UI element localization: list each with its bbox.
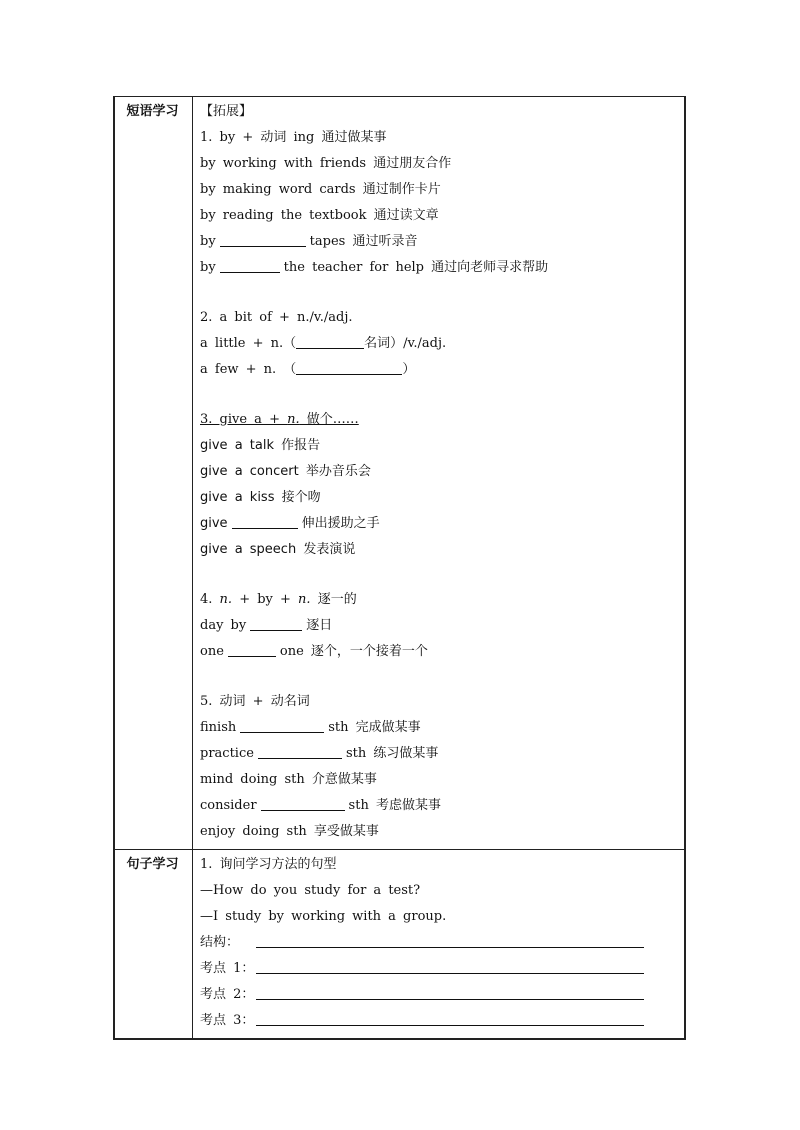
fill-blank[interactable] xyxy=(228,642,276,657)
g2-line-1 xyxy=(200,331,686,357)
g2-line-2-suffix: ） xyxy=(402,362,416,377)
g1-line-2: by making word cards 通过制作卡片 xyxy=(200,182,441,197)
phrases-row xyxy=(113,97,686,849)
g1-line-4-suffix: tapes 通过听录音 xyxy=(309,234,418,249)
g2-line-1-prefix: a little + n.（ xyxy=(200,336,297,351)
g2-line-2-prefix: a few + n. （ xyxy=(200,362,297,377)
g2-line-1-suffix: 名词）/v./adj. xyxy=(364,336,447,351)
point1-label: 考点 1： xyxy=(200,961,255,976)
g5-line-3: mind doing sth 介意做某事 xyxy=(200,772,377,787)
g3-title-b: 做个…… xyxy=(299,412,359,427)
g1-line-5-prefix: by xyxy=(200,260,216,275)
g4-title-n2: n. xyxy=(298,592,311,607)
g5-line-2 xyxy=(200,741,686,767)
g4-line-1-suffix: 逐日 xyxy=(306,618,333,633)
g5-line-4-suffix: sth 考虑做某事 xyxy=(348,798,441,813)
g2-line-2 xyxy=(200,357,686,383)
phrases-label: 短语学习 xyxy=(126,104,179,119)
g5-line-2-suffix: sth 练习做某事 xyxy=(345,746,439,761)
point3-line xyxy=(200,1008,686,1034)
phrases-content xyxy=(200,97,686,849)
g5-line-2-prefix: practice xyxy=(200,746,254,761)
g1-line-5-suffix: the teacher for help 通过向老师寻求帮助 xyxy=(283,260,549,275)
g3-line-5: give a speech 发表演说 xyxy=(200,542,356,557)
g4-line-2 xyxy=(200,639,686,665)
sentences-content xyxy=(200,850,686,1038)
g3-title-a: 3. give a + xyxy=(200,412,288,427)
fill-blank[interactable] xyxy=(258,744,342,759)
g1-line-4-prefix: by xyxy=(200,234,216,249)
point3-label: 考点 3： xyxy=(200,1013,255,1028)
fill-blank[interactable] xyxy=(250,616,302,631)
sentence-answer: —I study by working with a group. xyxy=(200,909,447,924)
g4-line-2-suffix: one 逐个，一个接着一个 xyxy=(279,644,428,659)
g5-line-1-prefix: finish xyxy=(200,720,237,735)
g5-line-5: enjoy doing sth 享受做某事 xyxy=(200,824,379,839)
fill-blank[interactable] xyxy=(220,258,280,273)
g5-line-4-prefix: consider xyxy=(200,798,257,813)
g1-line-3: by reading the textbook 通过读文章 xyxy=(200,208,439,223)
g5-title: 5. 动词 + 动名词 xyxy=(200,694,310,709)
point1-line xyxy=(200,956,686,982)
point1-answer-blank[interactable] xyxy=(256,959,644,974)
g3-line-4-suffix: 伸出援助之手 xyxy=(301,516,380,531)
fill-blank[interactable] xyxy=(261,796,345,811)
g1-title: 1. by + 动词 ing 通过做某事 xyxy=(200,130,387,145)
structure-answer-blank[interactable] xyxy=(256,933,644,948)
structure-label: 结构： xyxy=(200,935,240,950)
g1-line-4 xyxy=(200,229,686,255)
g3-line-4-prefix: give xyxy=(200,516,228,531)
fill-blank[interactable] xyxy=(232,514,298,529)
g2-title: 2. a bit of + n./v./adj. xyxy=(200,310,353,325)
g4-title-a: 4. xyxy=(200,592,220,607)
point2-label: 考点 2： xyxy=(200,987,255,1002)
g5-line-1 xyxy=(200,715,686,741)
g5-line-4 xyxy=(200,793,686,819)
g1-line-1: by working with friends 通过朋友合作 xyxy=(200,156,452,171)
g4-title-b: 逐一的 xyxy=(310,592,357,607)
fill-blank[interactable] xyxy=(296,334,364,349)
g3-line-4 xyxy=(200,511,686,537)
g3-line-2: give a concert 举办音乐会 xyxy=(200,464,371,479)
g5-line-1-suffix: sth 完成做某事 xyxy=(328,720,421,735)
fill-blank[interactable] xyxy=(220,232,306,247)
g4-line-2-prefix: one xyxy=(200,644,224,659)
lesson-table xyxy=(113,96,686,1040)
g4-title-mid: + by + xyxy=(232,592,299,607)
point3-answer-blank[interactable] xyxy=(256,1011,644,1026)
fill-blank[interactable] xyxy=(296,360,402,375)
g4-line-1 xyxy=(200,613,686,639)
g4-title xyxy=(200,587,686,613)
g3-title xyxy=(200,407,686,433)
point2-line xyxy=(200,982,686,1008)
sentence-title: 1. 询问学习方法的句型 xyxy=(200,857,337,872)
fill-blank[interactable] xyxy=(240,718,324,733)
sentences-label: 句子学习 xyxy=(126,857,179,872)
point2-answer-blank[interactable] xyxy=(256,985,644,1000)
g3-line-3: give a kiss 接个吻 xyxy=(200,490,321,505)
g4-line-1-prefix: day by xyxy=(200,618,247,633)
g1-line-5 xyxy=(200,255,686,281)
expand-header: 【拓展】 xyxy=(200,104,253,119)
structure-line xyxy=(200,930,686,956)
sentence-question: —How do you study for a test? xyxy=(200,883,421,898)
g4-title-n1: n. xyxy=(219,592,233,607)
g3-line-1: give a talk 作报告 xyxy=(200,438,321,453)
sentences-row xyxy=(113,849,686,1038)
g3-title-n: n. xyxy=(287,412,300,427)
